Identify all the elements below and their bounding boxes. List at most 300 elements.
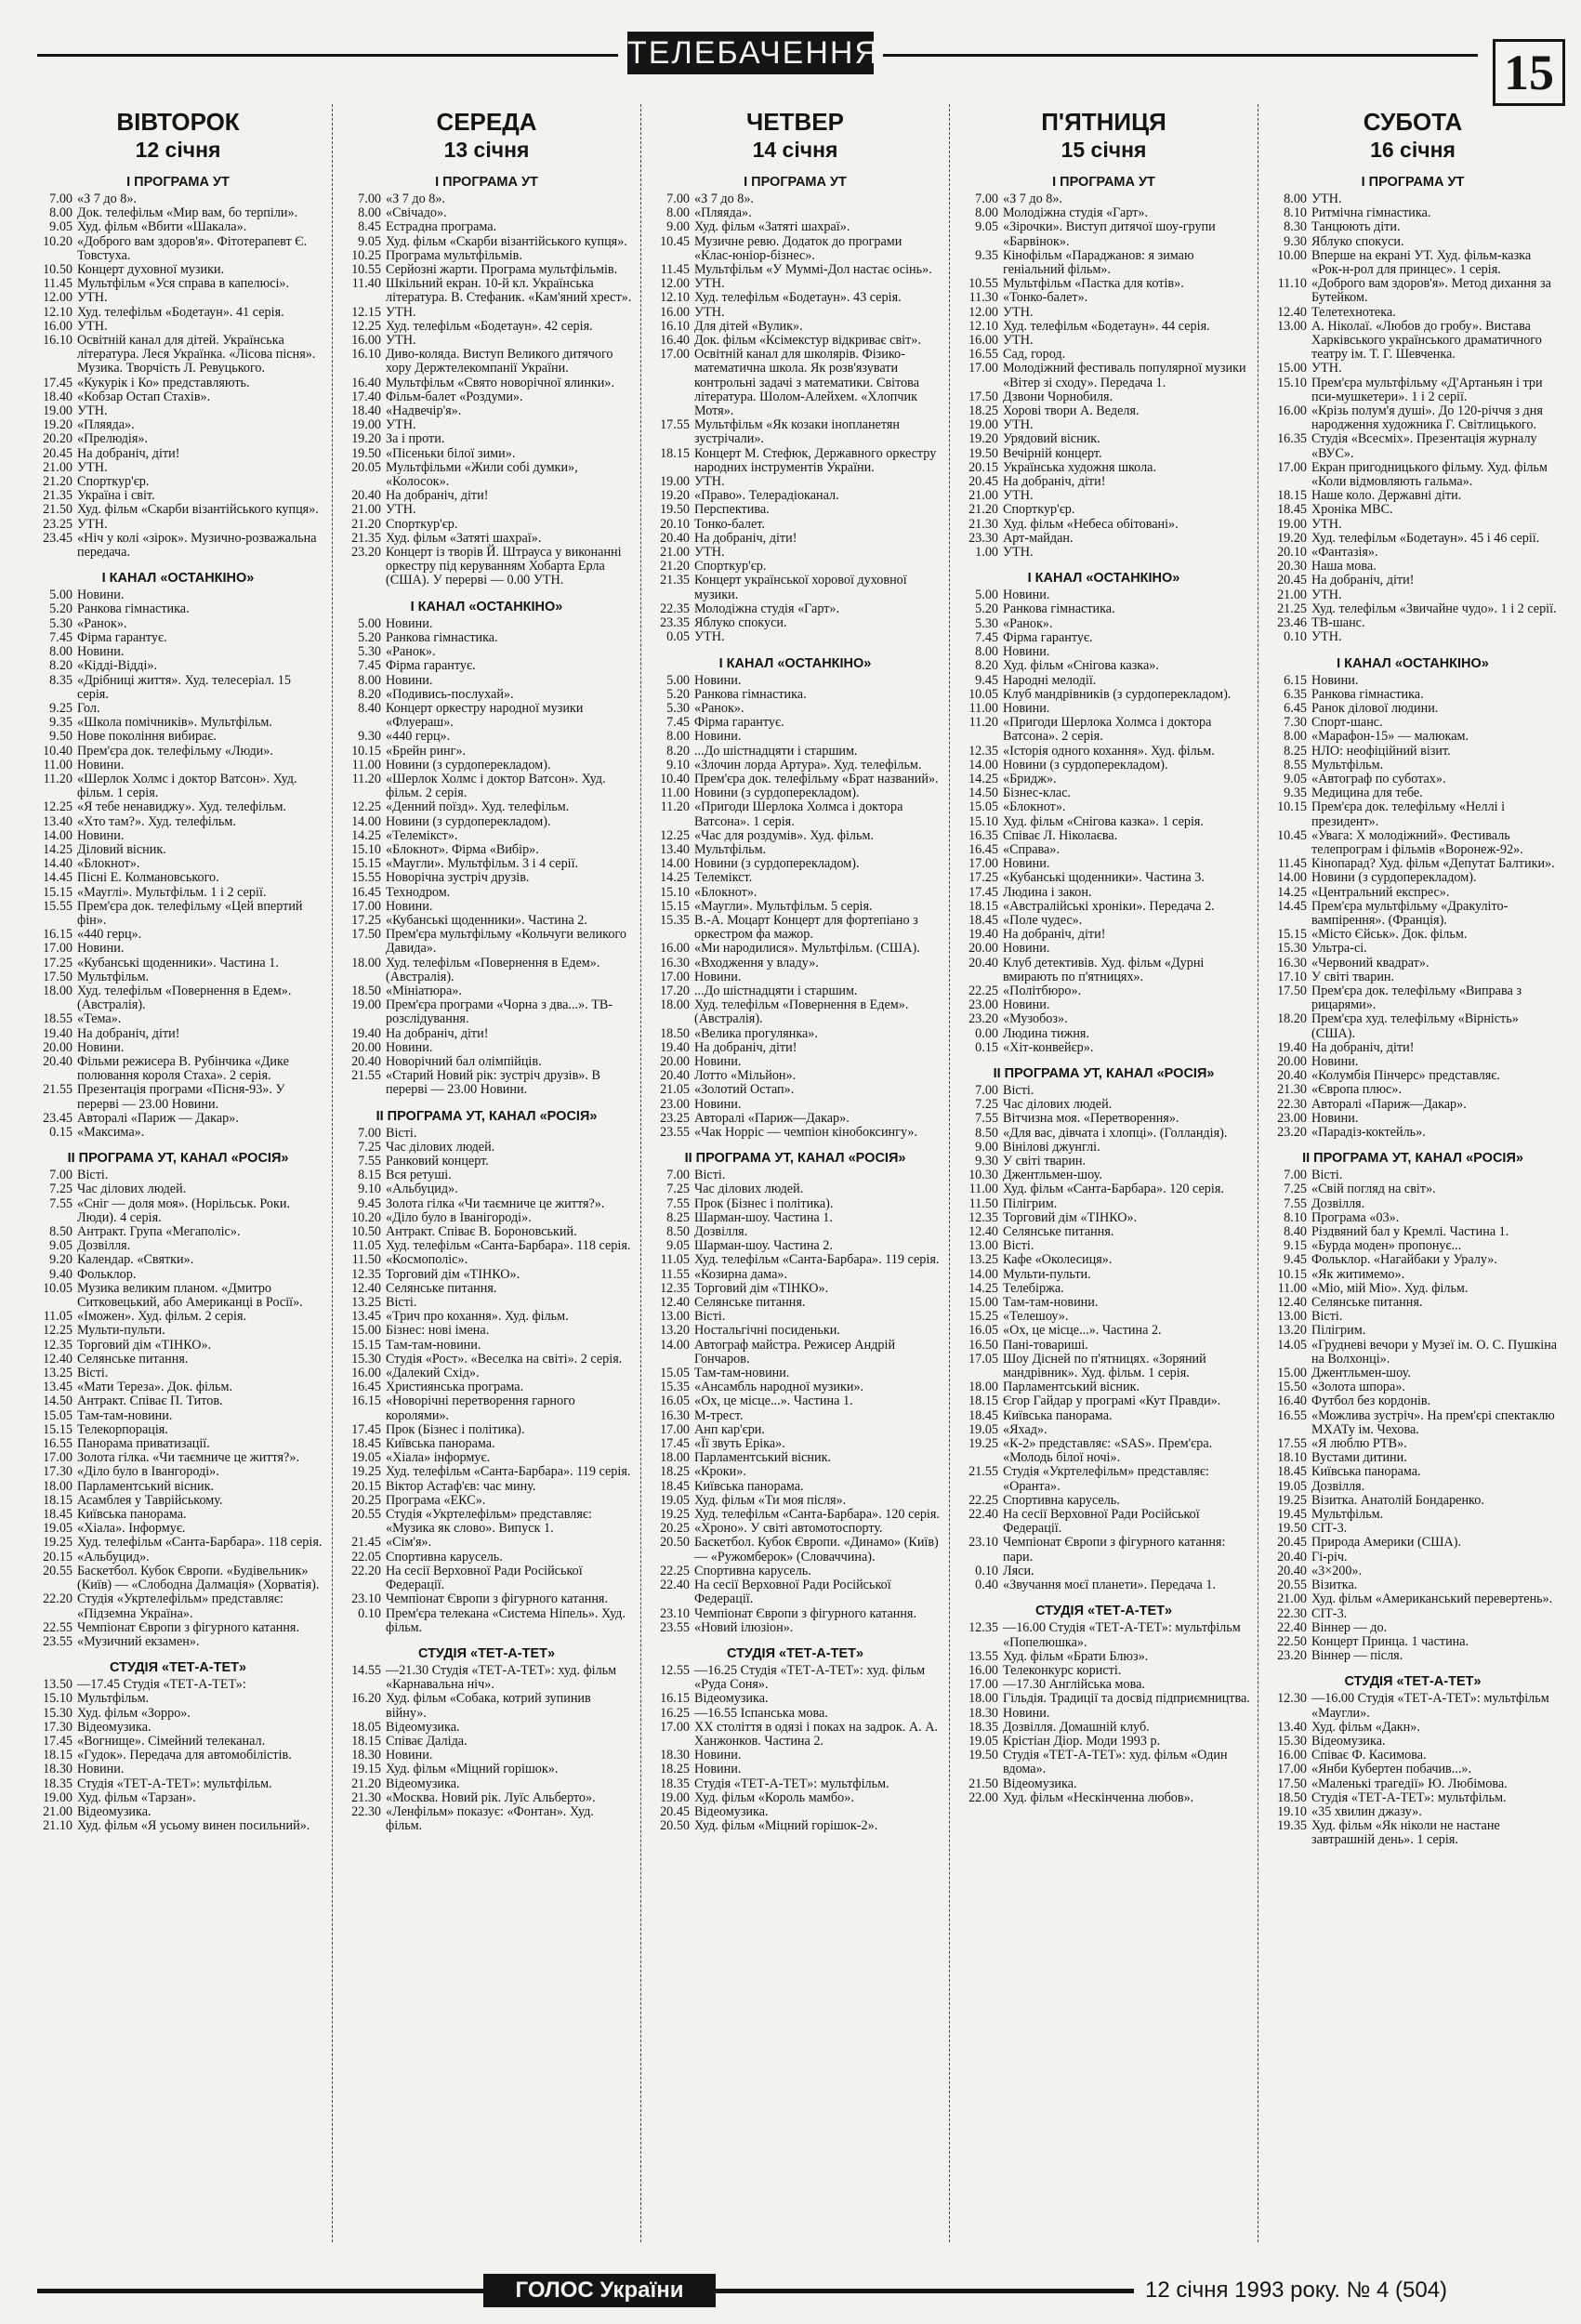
program-title: УТН. [386, 502, 416, 518]
program-title: Відеомузика. [694, 1803, 769, 1819]
program-entry [32, 928, 324, 942]
program-time: 19.00 [43, 403, 72, 419]
program-time: 8.00 [666, 729, 690, 745]
program-time: 22.25 [968, 1492, 998, 1508]
program-time: 22.30 [1277, 1096, 1307, 1112]
program-title: Вітчизна моя. «Перетворення». [1003, 1111, 1179, 1127]
program-title: Освітній канал для дітей. Українська література. Леся Українка. «Лісова пісня». Музика. Творчість Л. Ревуцького. [77, 333, 316, 376]
program-time: 5.30 [49, 615, 72, 631]
program-entry [1266, 1083, 1560, 1097]
program-time: 9.35 [49, 715, 72, 731]
program-entry [32, 871, 324, 885]
day-date: 13 січня [443, 138, 530, 162]
program-title: Торговий дім «ТІНКО». [77, 1337, 212, 1353]
program-time: 23.10 [968, 1535, 998, 1551]
program-time: 9.00 [975, 1139, 998, 1155]
program-title: «Ох, це місце...». Частина 1. [694, 1393, 853, 1409]
program-entry [32, 418, 324, 432]
program-title: «Крізь полум'я душі». До 120-річчя з дня народження художника Г. Світлицького. [1311, 403, 1543, 433]
program-entry [340, 1735, 633, 1749]
program-entry [340, 900, 633, 914]
program-entry [649, 418, 942, 446]
program-time: 22.20 [43, 1591, 72, 1607]
program-entry [649, 1394, 942, 1408]
program-time: 7.00 [975, 1082, 998, 1098]
program-entry [649, 1253, 942, 1267]
program-title: УТН. [1003, 488, 1034, 504]
program-title: «Кубанські щоденники». Частина 2. [386, 912, 587, 928]
program-title: Новини. [1003, 856, 1050, 872]
program-time: 12.35 [968, 1620, 998, 1636]
program-title: УТН. [386, 333, 416, 349]
program-time: 9.25 [49, 700, 72, 716]
program-time: 0.10 [975, 1563, 998, 1578]
program-time: 21.55 [351, 1068, 381, 1084]
program-entry [1266, 306, 1560, 320]
program-time: 12.40 [968, 1224, 998, 1240]
program-title: Візитка. Анатолій Бондаренко. [1311, 1492, 1484, 1508]
channel-heading: СТУДІЯ «ТЕТ-А-ТЕТ» [417, 1645, 556, 1661]
program-entry [649, 971, 942, 984]
program-time: 8.00 [49, 644, 72, 660]
program-title: Худ. фільм «Американський перевертень». [1311, 1591, 1553, 1607]
program-title: Пілігрим. [1311, 1323, 1366, 1339]
program-entry [649, 630, 942, 644]
program-time: 13.45 [351, 1309, 381, 1325]
program-time: 18.15 [351, 1733, 381, 1749]
program-time: 14.25 [968, 771, 998, 786]
program-time: 21.35 [43, 488, 72, 504]
program-time: 13.40 [660, 841, 690, 857]
program-entry [32, 1012, 324, 1026]
program-entry [32, 645, 324, 659]
program-time: 16.00 [968, 1662, 998, 1678]
program-entry [32, 886, 324, 900]
program-title: Вісті. [1003, 1082, 1034, 1098]
program-time: 12.25 [43, 1323, 72, 1339]
program-entry [340, 1494, 633, 1508]
program-time: 7.25 [358, 1139, 381, 1155]
program-entry [1266, 674, 1560, 688]
program-time: 10.40 [43, 743, 72, 759]
program-entry [957, 1353, 1250, 1380]
program-title: ...До шістнадцяти і старшим. [694, 743, 858, 759]
program-time: 20.45 [1277, 1535, 1307, 1551]
program-time: 20.15 [968, 459, 998, 475]
program-time: 17.30 [43, 1719, 72, 1735]
program-title: Прем'єра док. телефільму «Неллі і президент». [1311, 799, 1506, 829]
program-time: 23.45 [43, 1110, 72, 1126]
program-title: Серйозні жарти. Програма мультфільмів. [386, 262, 618, 278]
program-entry [957, 1225, 1250, 1239]
program-entry [1266, 1112, 1560, 1126]
program-entry [32, 1324, 324, 1338]
program-time: 12.25 [43, 799, 72, 815]
program-title: Там-там-новини. [1003, 1295, 1099, 1311]
program-title: Молодіжна студія «Гарт». [1003, 205, 1149, 221]
program-time: 9.10 [358, 1182, 381, 1197]
program-title: Новини. [1003, 997, 1050, 1013]
program-entry [649, 900, 942, 914]
program-entry [957, 815, 1250, 829]
program-entry [32, 1451, 324, 1465]
program-time: 20.55 [1277, 1578, 1307, 1593]
program-time: 5.20 [666, 686, 690, 702]
program-time: 8.00 [49, 205, 72, 221]
program-entry [32, 461, 324, 475]
program-time: 8.00 [975, 205, 998, 221]
program-title: Новини (з сурдоперекладом). [386, 757, 551, 772]
program-title: На сесії Верховної Ради Російської Федерації. [694, 1578, 891, 1607]
program-entry [32, 815, 324, 829]
program-title: ...До шістнадцяти і старшим. [694, 983, 858, 998]
program-title: Віннер — після. [1311, 1648, 1403, 1664]
program-entry [649, 1565, 942, 1578]
program-entry [957, 1027, 1250, 1041]
program-title: Ранкова гімнастика. [1311, 686, 1424, 702]
program-time: 16.55 [1277, 1407, 1307, 1423]
program-title: Худ. фільм «Ти моя після». [694, 1492, 847, 1508]
program-title: Вісті. [1311, 1168, 1343, 1183]
program-title: УТН. [77, 459, 108, 475]
program-entry [957, 192, 1250, 206]
program-title: «Пляяда». [694, 205, 752, 221]
program-entry [340, 1592, 633, 1606]
program-title: «Золота шпора». [1311, 1380, 1405, 1395]
program-title: «Телешоу». [1003, 1309, 1069, 1325]
program-time: 12.15 [351, 304, 381, 320]
program-time: 18.15 [1277, 488, 1307, 504]
program-entry [32, 376, 324, 390]
program-time: 20.25 [351, 1492, 381, 1508]
program-entry [649, 306, 942, 320]
program-entry [1266, 1282, 1560, 1296]
program-time: 8.15 [358, 1168, 381, 1183]
program-title: Фірма гарантує. [386, 658, 476, 674]
program-entry [340, 489, 633, 503]
program-time: 14.25 [660, 870, 690, 886]
program-entry [340, 772, 633, 800]
program-entry [957, 588, 1250, 602]
program-time: 20.00 [660, 1053, 690, 1069]
program-title: «Мати Тереза». Док. фільм. [77, 1380, 233, 1395]
program-entry [32, 800, 324, 814]
program-title: Вісті. [694, 1309, 726, 1325]
program-entry [32, 235, 324, 263]
program-entry [1266, 1437, 1560, 1451]
program-entry [32, 588, 324, 602]
program-time: 8.20 [358, 686, 381, 702]
channel-heading: І КАНАЛ «ОСТАНКІНО» [1337, 655, 1489, 671]
program-title: Технодром. [386, 884, 451, 900]
program-title: Чемпіонат Європи з фігурного катання. [694, 1605, 916, 1621]
program-time: 23.55 [43, 1633, 72, 1649]
program-time: 16.00 [43, 318, 72, 334]
program-title: «Ох, це місце...». Частина 2. [1003, 1323, 1162, 1339]
program-time: 16.15 [43, 927, 72, 943]
program-entry [649, 1083, 942, 1097]
program-title: «Блокнот». [1003, 799, 1066, 815]
program-entry [340, 957, 633, 984]
program-time: 11.20 [968, 715, 998, 731]
program-title: Концерт оркестру народної музики «Флуераш». [386, 700, 584, 731]
program-time: 16.30 [1277, 955, 1307, 971]
program-title: —16.25 Студія «ТЕТ-А-ТЕТ»: худ. фільм «Руда Соня». [694, 1662, 926, 1693]
program-title: Студія «Укртелефільм» представляє: «Підземна Україна». [77, 1591, 283, 1621]
program-time: 14.25 [968, 1280, 998, 1296]
program-entry [32, 843, 324, 857]
program-title: «Центральний експрес». [1311, 884, 1450, 900]
program-entry [32, 702, 324, 716]
program-entry [649, 206, 942, 220]
program-title: «Далекий Схід». [386, 1366, 480, 1381]
program-title: Наше коло. Державні діти. [1311, 488, 1462, 504]
program-entry [957, 546, 1250, 560]
program-time: 18.50 [351, 983, 381, 998]
program-title: «Хіала». Інформує. [77, 1521, 186, 1537]
program-entry [340, 1465, 633, 1479]
program-time: 16.15 [351, 1393, 381, 1409]
program-entry [649, 1607, 942, 1621]
program-entry [340, 1763, 633, 1776]
program-time: 18.20 [1277, 1011, 1307, 1027]
program-entry [957, 659, 1250, 673]
program-title: УТН. [386, 304, 416, 320]
program-entry [340, 503, 633, 517]
program-time: 18.25 [660, 1762, 690, 1777]
channel-heading: І КАНАЛ «ОСТАНКІНО» [101, 571, 255, 587]
program-title: УТН. [77, 290, 108, 306]
program-title: «Хіт-конвейєр». [1003, 1039, 1094, 1055]
program-title: УТН. [694, 629, 725, 645]
program-entry [649, 1098, 942, 1112]
program-title: «Старий Новий рік: зустріч друзів». В перерві — 23.00 Новини. [386, 1068, 600, 1098]
program-entry [957, 461, 1250, 475]
program-title: Авторалі «Париж—Дакар». [694, 1110, 850, 1126]
program-title: Мультфільм. [694, 841, 767, 857]
program-time: 17.45 [43, 375, 72, 390]
program-title: Хроніка МВС. [1311, 502, 1393, 518]
program-entry [32, 1635, 324, 1649]
program-title: Молодіжна студія «Гарт». [694, 601, 840, 616]
program-time: 21.50 [43, 502, 72, 518]
program-entry [957, 489, 1250, 503]
program-entry [1266, 1225, 1560, 1239]
program-entry [32, 1112, 324, 1126]
program-time: 15.05 [660, 1366, 690, 1381]
program-time: 14.50 [43, 1393, 72, 1409]
program-title: Худ. телефільм «Бодетаун». 43 серія. [694, 290, 902, 306]
program-entry [649, 1777, 942, 1791]
program-title: «440 герц». [386, 729, 451, 745]
program-time: 23.10 [351, 1591, 381, 1607]
program-title: «Надвечір'я». [386, 403, 462, 419]
program-title: Музика великим планом. «Дмитро Ситковецький, або Американці в Росії». [77, 1280, 303, 1311]
program-title: Там-там-новини. [386, 1337, 481, 1353]
channel-heading: І ПРОГРАМА УТ [744, 175, 847, 190]
program-time: 21.20 [43, 474, 72, 490]
program-title: Фірма гарантує. [77, 629, 167, 645]
program-entry [1266, 1296, 1560, 1310]
program-title: «Сім'я». [386, 1535, 432, 1551]
program-time: 16.00 [1277, 403, 1307, 419]
program-time: 15.05 [968, 799, 998, 815]
program-entry [649, 532, 942, 546]
program-time: 21.25 [1277, 601, 1307, 616]
program-time: 15.15 [1277, 927, 1307, 943]
program-time: 18.30 [351, 1748, 381, 1763]
program-entry [1266, 1578, 1560, 1592]
program-entry [340, 404, 633, 418]
program-entry [340, 192, 633, 206]
program-entry [957, 1084, 1250, 1098]
program-entry [957, 206, 1250, 220]
program-title: Парламентський вісник. [694, 1450, 832, 1466]
program-time: 17.55 [1277, 1436, 1307, 1452]
program-time: 9.40 [49, 1266, 72, 1282]
program-entry [1266, 602, 1560, 616]
program-title: «Поле чудес». [1003, 912, 1083, 928]
program-time: 18.15 [968, 898, 998, 914]
program-title: Різдвяний бал у Кремлі. Частина 1. [1311, 1224, 1509, 1240]
program-entry [1266, 957, 1560, 971]
program-time: 22.05 [351, 1549, 381, 1565]
program-entry [32, 957, 324, 971]
program-time: 19.45 [1277, 1507, 1307, 1523]
program-title: На добраніч, діти! [77, 1025, 180, 1041]
program-entry [649, 745, 942, 759]
program-time: 12.55 [660, 1662, 690, 1678]
program-time: 14.25 [1277, 884, 1307, 900]
program-time: 18.15 [968, 1393, 998, 1409]
program-title: «К-2» представляє: «SAS». Прем'єра. «Молодь білої ночі». [1003, 1436, 1213, 1466]
program-title: УТН. [1311, 191, 1342, 206]
program-title: Програма «ЕКС». [386, 1492, 486, 1508]
program-entry [957, 1141, 1250, 1155]
program-time: 15.15 [43, 1421, 72, 1437]
program-entry [957, 1423, 1250, 1437]
program-time: 19.00 [351, 997, 381, 1013]
program-time: 8.40 [1284, 1224, 1307, 1240]
program-time: 20.45 [968, 474, 998, 490]
program-time: 8.10 [1284, 1209, 1307, 1225]
program-title: Вісті. [77, 1366, 109, 1381]
program-time: 23.46 [1277, 615, 1307, 631]
program-time: 13.50 [43, 1677, 72, 1693]
program-title: Худ. телефільм «Санта-Барбара». 118 серія. [77, 1535, 323, 1551]
program-entry [649, 1268, 942, 1282]
program-title: Гол. [77, 700, 100, 716]
program-entry [957, 1394, 1250, 1408]
program-entry [340, 857, 633, 871]
program-entry [1266, 1211, 1560, 1225]
program-time: 10.00 [1277, 247, 1307, 263]
program-title: «Ранок». [694, 700, 744, 716]
program-time: 15.00 [1277, 361, 1307, 376]
schedule-columns [24, 104, 1567, 2242]
program-entry [32, 617, 324, 631]
program-time: 17.50 [43, 969, 72, 984]
program-time: 18.45 [660, 1478, 690, 1494]
program-time: 5.00 [975, 588, 998, 603]
program-entry [340, 447, 633, 461]
program-title: «Шерлок Холмс і доктор Ватсон». Худ. фільм. 1 серія. [77, 771, 297, 801]
program-entry [957, 1296, 1250, 1310]
program-time: 10.20 [43, 233, 72, 249]
program-title: Шоу Дісней по п'ятницях. «Зоряний мандрівник». Худ. фільм. 1 серія. [1003, 1351, 1206, 1381]
program-entry [957, 1253, 1250, 1267]
channel-heading: ІІ ПРОГРАМА УТ, КАНАЛ «РОСІЯ» [993, 1065, 1215, 1081]
program-entry [649, 1296, 942, 1310]
program-title: Дозвілля. [1311, 1195, 1365, 1211]
program-time: 17.50 [1277, 1776, 1307, 1791]
program-title: «Діло було в Іванігороді». [386, 1209, 532, 1225]
program-title: Студія «Рост». «Веселка на світі». 2 серія. [386, 1351, 623, 1367]
program-title: Новини. [1311, 672, 1359, 688]
program-entry [1266, 1394, 1560, 1408]
program-title: А. Ніколаї. «Любов до гробу». Вистава Харківського українського драматичного театру ім. Т. Г. Шевченка. [1311, 318, 1542, 363]
program-title: УТН. [694, 304, 725, 320]
program-title: —16.00 Студія «ТЕТ-А-ТЕТ»: мультфільм «Маугли». [1311, 1691, 1549, 1721]
program-entry [1266, 206, 1560, 220]
program-title: Худ. телефільм «Санта-Барбара». 119 серія. [694, 1252, 940, 1268]
program-time: 18.00 [968, 1691, 998, 1707]
program-title: «Подивись-послухай». [386, 686, 514, 702]
program-entry [957, 617, 1250, 631]
program-time: 0.40 [975, 1578, 998, 1593]
program-entry [1266, 1465, 1560, 1479]
program-title: Худ. фільм «Брати Блюз». [1003, 1648, 1149, 1664]
program-entry [32, 1621, 324, 1635]
day-date: 14 січня [752, 138, 838, 162]
program-entry [340, 320, 633, 334]
program-entry [957, 1239, 1250, 1253]
program-time: 17.45 [660, 1436, 690, 1452]
program-title: На добраніч, діти! [77, 445, 180, 461]
program-time: 7.00 [975, 191, 998, 206]
program-entry [1266, 235, 1560, 249]
program-title: Ранкова гімнастика. [386, 629, 498, 645]
program-title: Новини. [1003, 700, 1050, 716]
program-time: 15.30 [43, 1705, 72, 1721]
program-entry [957, 404, 1250, 418]
program-entry [32, 1423, 324, 1437]
program-entry [649, 1069, 942, 1083]
program-title: Авторалі «Париж—Дакар». [1311, 1096, 1467, 1112]
program-title: Там-там-новини. [694, 1366, 790, 1381]
program-time: 16.40 [660, 333, 690, 349]
program-entry [649, 914, 942, 942]
program-title: Джентльмен-шоу. [1311, 1366, 1411, 1381]
program-title: УТН. [1003, 304, 1034, 320]
program-title: Худ. фільм «Як ніколи не настане завтрашній день». 1 серія. [1311, 1818, 1500, 1848]
program-time: 20.45 [1277, 573, 1307, 588]
program-entry [957, 602, 1250, 616]
program-title: «Хто там?». Худ. телефільм. [77, 813, 236, 829]
program-title: Мультфільм «У Муммі-Дол настає осінь». [694, 262, 932, 278]
program-time: 7.25 [975, 1097, 998, 1113]
program-time: 20.40 [351, 1053, 381, 1069]
program-title: Шарман-шоу. Частина 1. [694, 1209, 833, 1225]
program-time: 18.15 [660, 445, 690, 461]
program-time: 19.20 [660, 488, 690, 504]
program-entry [649, 1791, 942, 1805]
program-title: Новини. [77, 941, 125, 957]
program-title: Спортивна карусель. [694, 1563, 811, 1578]
program-time: 21.30 [1277, 1082, 1307, 1098]
program-time: 21.05 [660, 1082, 690, 1098]
program-entry [32, 1380, 324, 1394]
